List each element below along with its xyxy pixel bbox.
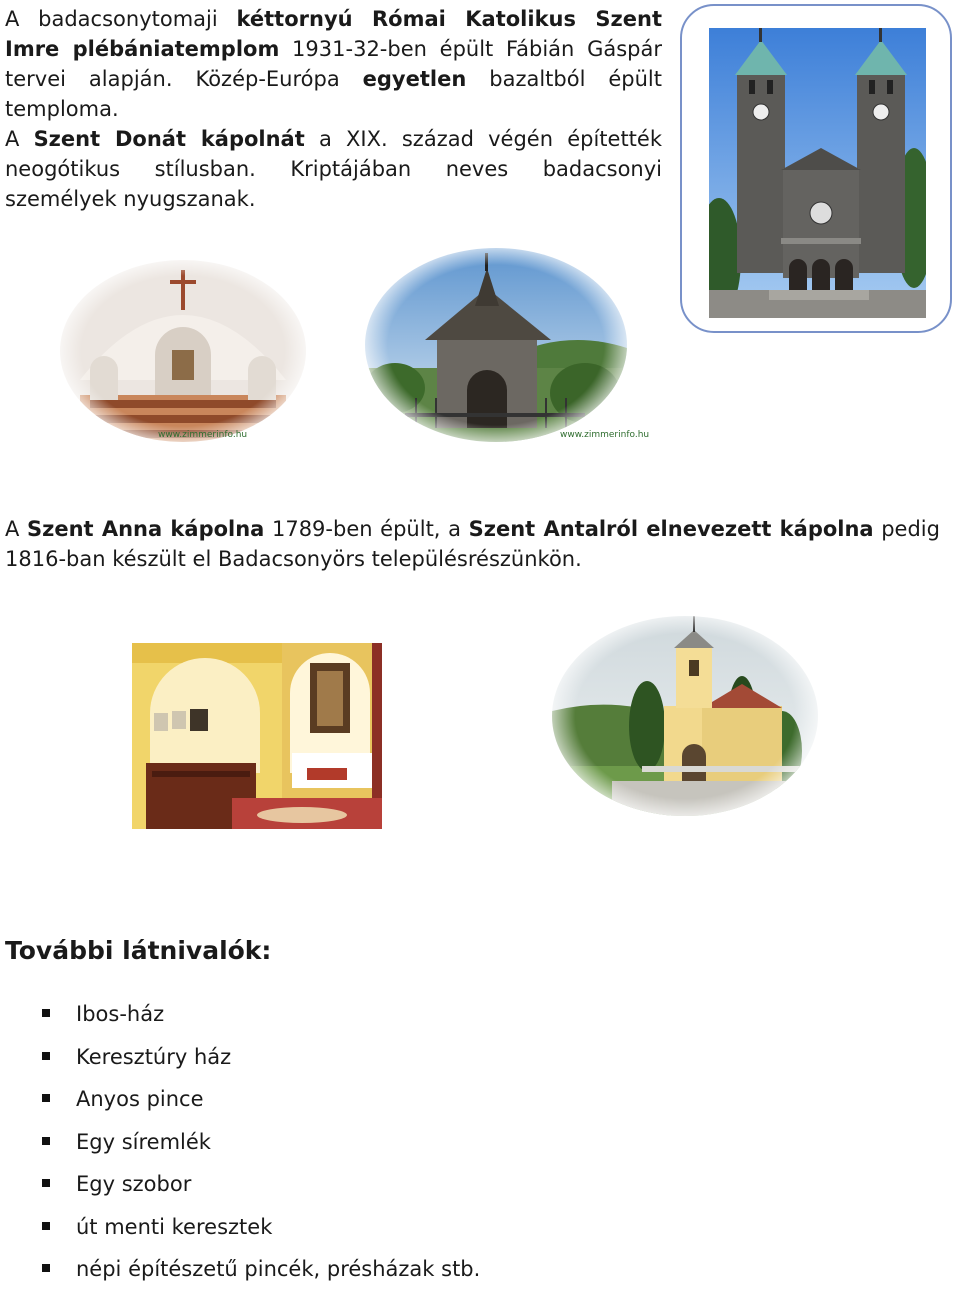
list-item-label: út menti keresztek bbox=[76, 1214, 273, 1239]
list-item-label: népi építészetű pincék, présházak stb. bbox=[76, 1257, 481, 1281]
list-item bbox=[40, 1039, 480, 1082]
list-item bbox=[40, 1166, 480, 1209]
text-run: 1789-ben épült, a bbox=[264, 517, 469, 541]
sights-list bbox=[40, 996, 480, 1294]
text-run: A bbox=[5, 127, 34, 151]
list-item bbox=[40, 1081, 480, 1124]
photo-szent-donat-chapel bbox=[365, 248, 627, 442]
paragraph-szent-imre bbox=[5, 4, 662, 124]
list-item-label: Egy szobor bbox=[76, 1172, 192, 1196]
photo-chapel-interior bbox=[60, 260, 306, 442]
text-run: 1931-32-ben épült Fábián Gáspár tervei alapján. Közép-Európa bbox=[5, 37, 662, 91]
photo-twin-tower-church bbox=[680, 4, 952, 333]
text-run: A badacsonytomaji bbox=[5, 7, 237, 31]
bold-emphasis: egyetlen bbox=[362, 67, 467, 91]
list-item bbox=[40, 1209, 480, 1252]
photo-szent-antal-chapel bbox=[552, 616, 818, 816]
square-bullet-icon bbox=[42, 1179, 50, 1187]
bold-church-name: kéttornyú Római Katolikus Szent Imre plébániatemplom bbox=[5, 7, 662, 61]
text-run: A bbox=[5, 517, 27, 541]
photo-chapel-interior-altar bbox=[132, 643, 382, 829]
paragraph-szent-donat bbox=[5, 124, 662, 214]
list-item-label: Ibos-ház bbox=[76, 1002, 165, 1026]
watermark-text: www.zimmerinfo.hu bbox=[560, 430, 650, 440]
square-bullet-icon bbox=[42, 1094, 50, 1102]
text-run: pedig 1816-ban készült el Badacsonyörs településrészünkön. bbox=[5, 517, 940, 571]
list-item-label: Keresztúry ház bbox=[76, 1044, 232, 1069]
section-heading-sights: További látnivalók: bbox=[5, 936, 272, 965]
watermark-text: www.zimmerinfo.hu bbox=[158, 430, 248, 440]
text-run: a XIX. század végén építették neogótikus stílusban. Kriptájában neves badacsonyi személyek nyugszanak. bbox=[5, 127, 662, 211]
list-item-label: Egy síremlék bbox=[76, 1129, 211, 1154]
list-item bbox=[40, 1124, 480, 1167]
square-bullet-icon bbox=[42, 1009, 50, 1017]
bold-chapel-name: Szent Anna kápolna bbox=[27, 517, 265, 541]
list-item-label: Anyos pince bbox=[76, 1087, 204, 1111]
bold-chapel-name: Szent Donát kápolnát bbox=[33, 127, 305, 151]
list-item bbox=[40, 1251, 480, 1294]
square-bullet-icon bbox=[42, 1052, 50, 1060]
square-bullet-icon bbox=[42, 1137, 50, 1145]
list-item bbox=[40, 996, 480, 1039]
paragraph-szent-anna-antal bbox=[5, 514, 940, 574]
text-run: bazaltból épült temploma. bbox=[5, 67, 663, 121]
square-bullet-icon bbox=[42, 1264, 50, 1272]
square-bullet-icon bbox=[42, 1222, 50, 1230]
bold-chapel-name: Szent Antalról elnevezett kápolna bbox=[468, 517, 874, 541]
